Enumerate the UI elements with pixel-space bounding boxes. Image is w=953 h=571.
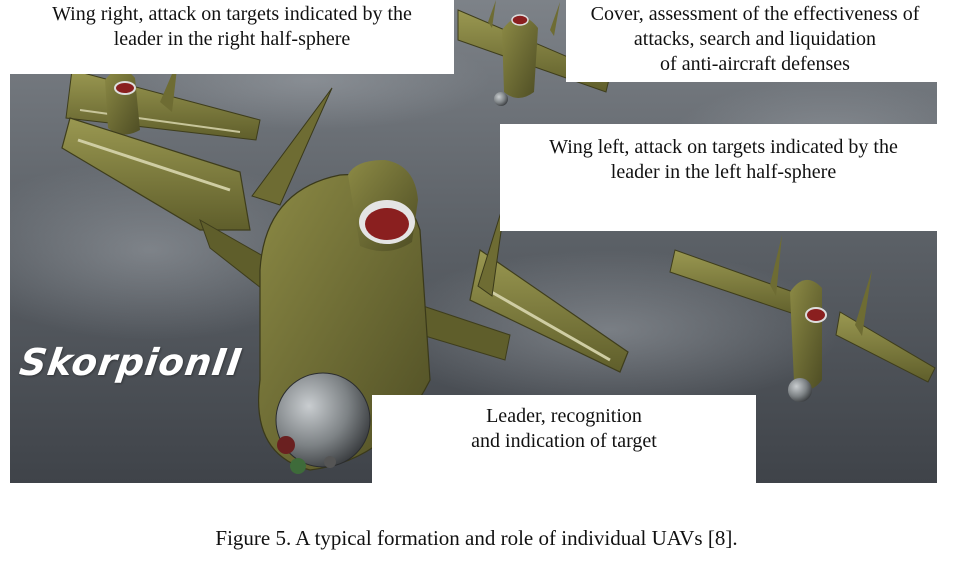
label-line: leader in the right half-sphere <box>113 28 351 50</box>
label-line: Leader, recognition <box>486 405 642 427</box>
label-line: Cover, assessment of the effectiveness of <box>590 3 920 25</box>
label-wing-right <box>10 0 454 74</box>
formation-figure <box>10 0 937 483</box>
figure-caption: Figure 5. A typical formation and role of individual UAVs [8]. <box>215 526 738 550</box>
label-line: Wing left, attack on targets indicated by the <box>549 136 898 158</box>
label-leader <box>372 395 756 483</box>
label-cover <box>566 0 937 82</box>
label-wing-left <box>500 124 937 231</box>
label-line: leader in the left half-sphere <box>610 161 837 183</box>
brand-logo-text: SkorpionII <box>16 341 246 384</box>
label-line: and indication of target <box>471 430 657 452</box>
label-line: Wing right, attack on targets indicated by the <box>52 3 412 25</box>
label-line: attacks, search and liquidation <box>633 28 877 50</box>
label-line: of anti-aircraft defenses <box>660 53 850 75</box>
